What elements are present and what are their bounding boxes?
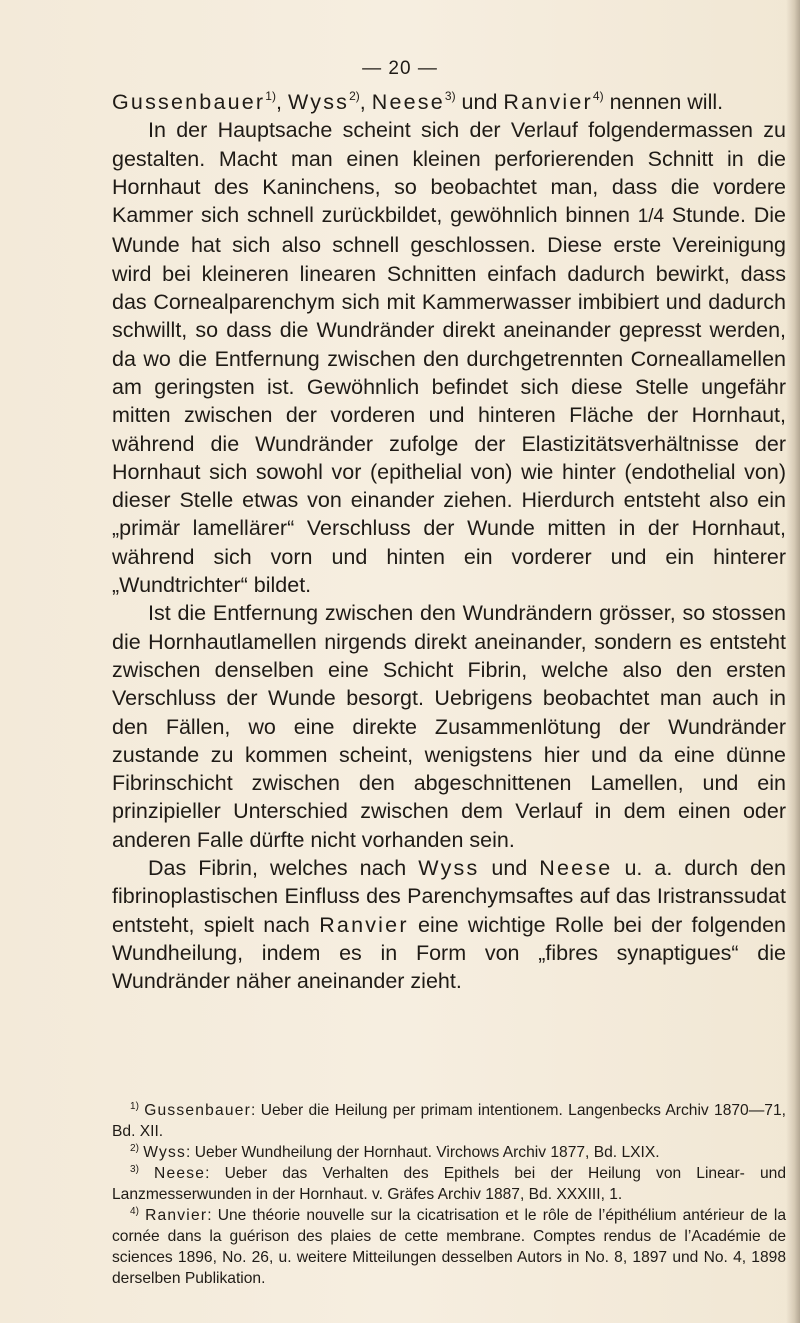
footnote-3 bbox=[112, 1163, 786, 1205]
fraction: 1/4 bbox=[637, 206, 665, 228]
footnote-ref: 4) bbox=[592, 89, 604, 103]
footnote-marker: 4) bbox=[130, 1206, 139, 1217]
main-text bbox=[112, 88, 786, 996]
footnote-text: : Ueber die Heilung per primam intentionem. Langenbecks Archiv 1870—71, Bd. XII. bbox=[112, 1102, 786, 1140]
author-name: Ranvier bbox=[503, 90, 593, 114]
paragraph-text: nennen will. bbox=[603, 90, 724, 114]
author-name: Neese bbox=[371, 90, 445, 114]
footnote-author: Gussenbauer bbox=[144, 1102, 252, 1119]
footnote-text: : Ueber das Verhalten des Epithels bei der Heilung von Linear- und Lanzmesserwunden in der Hornhaut. v. Gräfes Archiv 1887, Bd. XXXIII, 1. bbox=[112, 1165, 786, 1203]
footnote-ref: 3) bbox=[444, 89, 456, 103]
footnote-ref: 2) bbox=[349, 89, 360, 103]
paragraph-3: Ist die Entfernung zwischen den Wundrändern grösser, so stossen die Hornhautlamellen nirgends direkt aneinander, sondern es entsteht zwischen denselben eine Schicht Fibrin, welche also den ersten Verschluss der Wunde besorgt. Uebrigens beobachtet man auch in den Fällen, wo eine direkte Zusammenlötung der Wundränder zustande zu kommen scheint, wenigstens hier und da eine dünne Fibrinschicht zwischen den abgeschnittenen Lamellen, und ein prinzipieller Unterschied zwischen dem Verlauf in dem einen oder anderen Falle dürfte nicht vorhanden sein. bbox=[112, 601, 786, 852]
footnote-4 bbox=[112, 1205, 786, 1289]
footnote-text: : Une théorie nouvelle sur la cicatrisation et le rôle de l’épithélium antérieur de la cornée dans la guérison des plaies de cette membrane. Comptes rendus de l’Académie de sciences 1896, No. 26, u. weitere Mitteilungen desselben Autors in No. 8, 1897 und No. 4, 1898 derselben Publikation. bbox=[112, 1207, 787, 1287]
page-number: — 20 — bbox=[362, 58, 438, 79]
footnote-1 bbox=[112, 1100, 786, 1142]
page-edge-shadow bbox=[786, 0, 800, 1323]
author-name: Neese bbox=[539, 856, 613, 881]
paragraph-text: Stunde. Die Wunde hat sich also schnell geschlossen. Diese erste Vereinigung wird bei kleineren linearen Schnitten einfach dadurch bewirkt, dass das Cornealparenchym sich mit Kammerwasser imbibiert und dadurch schwillt, so dass die Wundränder direkt aneinander gepresst werden, da wo die Entfernung zwischen den durchgetrennten Corneallamellen am geringsten ist. Gewöhnlich befindet sich diese Stelle ungefähr mitten zwischen der vorderen und hinteren Fläche der Hornhaut, während die Wundränder zufolge der Elastizitätsverhältnisse der Hornhaut sich sowohl vor (epithelial von) wie hinter (endothelial von) dieser Stelle etwas von einander ziehen. Hierdurch entsteht also ein „primär lamellärer“ Verschluss der Wunde mitten in der Hornhaut, während sich vorn und hinten ein vorderer und ein hinterer „Wundtrichter“ bildet. bbox=[112, 203, 786, 598]
separator: , bbox=[359, 90, 372, 114]
footnotes bbox=[112, 1100, 786, 1289]
footnote-2 bbox=[112, 1142, 786, 1163]
paragraph-text: eine wichtige Rolle bei der folgenden Wundheilung, indem es in Form von „fibres synaptigues“ die Wundränder näher aneinander zieht. bbox=[112, 912, 786, 994]
paragraph-4 bbox=[112, 854, 786, 995]
author-name: Gussenbauer bbox=[112, 90, 266, 114]
author-name: Ranvier bbox=[319, 912, 409, 937]
footnote-author: Neese bbox=[154, 1165, 206, 1182]
paragraph-text: und bbox=[479, 856, 540, 881]
footnote-text: : Ueber Wundheilung der Hornhaut. Virchows Archiv 1877, Bd. LXIX. bbox=[186, 1144, 660, 1161]
separator: und bbox=[455, 90, 504, 114]
paragraph-text: u. a. durch den fibrinoplastischen Einfluss des Parenchymsaftes auf das Iristranssudat entsteht, spielt nach bbox=[112, 856, 786, 937]
paragraph-text: Das Fibrin, welches nach bbox=[148, 856, 419, 881]
footnote-marker: 1) bbox=[130, 1101, 139, 1112]
author-name: Wyss bbox=[287, 90, 350, 114]
footnote-author: Ranvier bbox=[145, 1207, 208, 1224]
separator: , bbox=[275, 90, 288, 114]
footnote-marker: 2) bbox=[130, 1143, 139, 1154]
author-name: Wyss bbox=[418, 856, 480, 881]
footnote-ref: 1) bbox=[265, 89, 276, 103]
paragraph-text: In der Hauptsache scheint sich der Verlauf folgendermassen zu gestalten. Macht man einen kleinen perforierenden Schnitt in die Hornhaut des Kaninchens, so beobachtet man, dass die vordere Kammer sich schnell zurückbildet, gewöhnlich binnen bbox=[112, 118, 786, 228]
paragraph-2 bbox=[112, 116, 786, 599]
paragraph-1 bbox=[112, 88, 786, 116]
footnote-author: Wyss bbox=[143, 1144, 187, 1161]
footnote-marker: 3) bbox=[130, 1164, 139, 1175]
